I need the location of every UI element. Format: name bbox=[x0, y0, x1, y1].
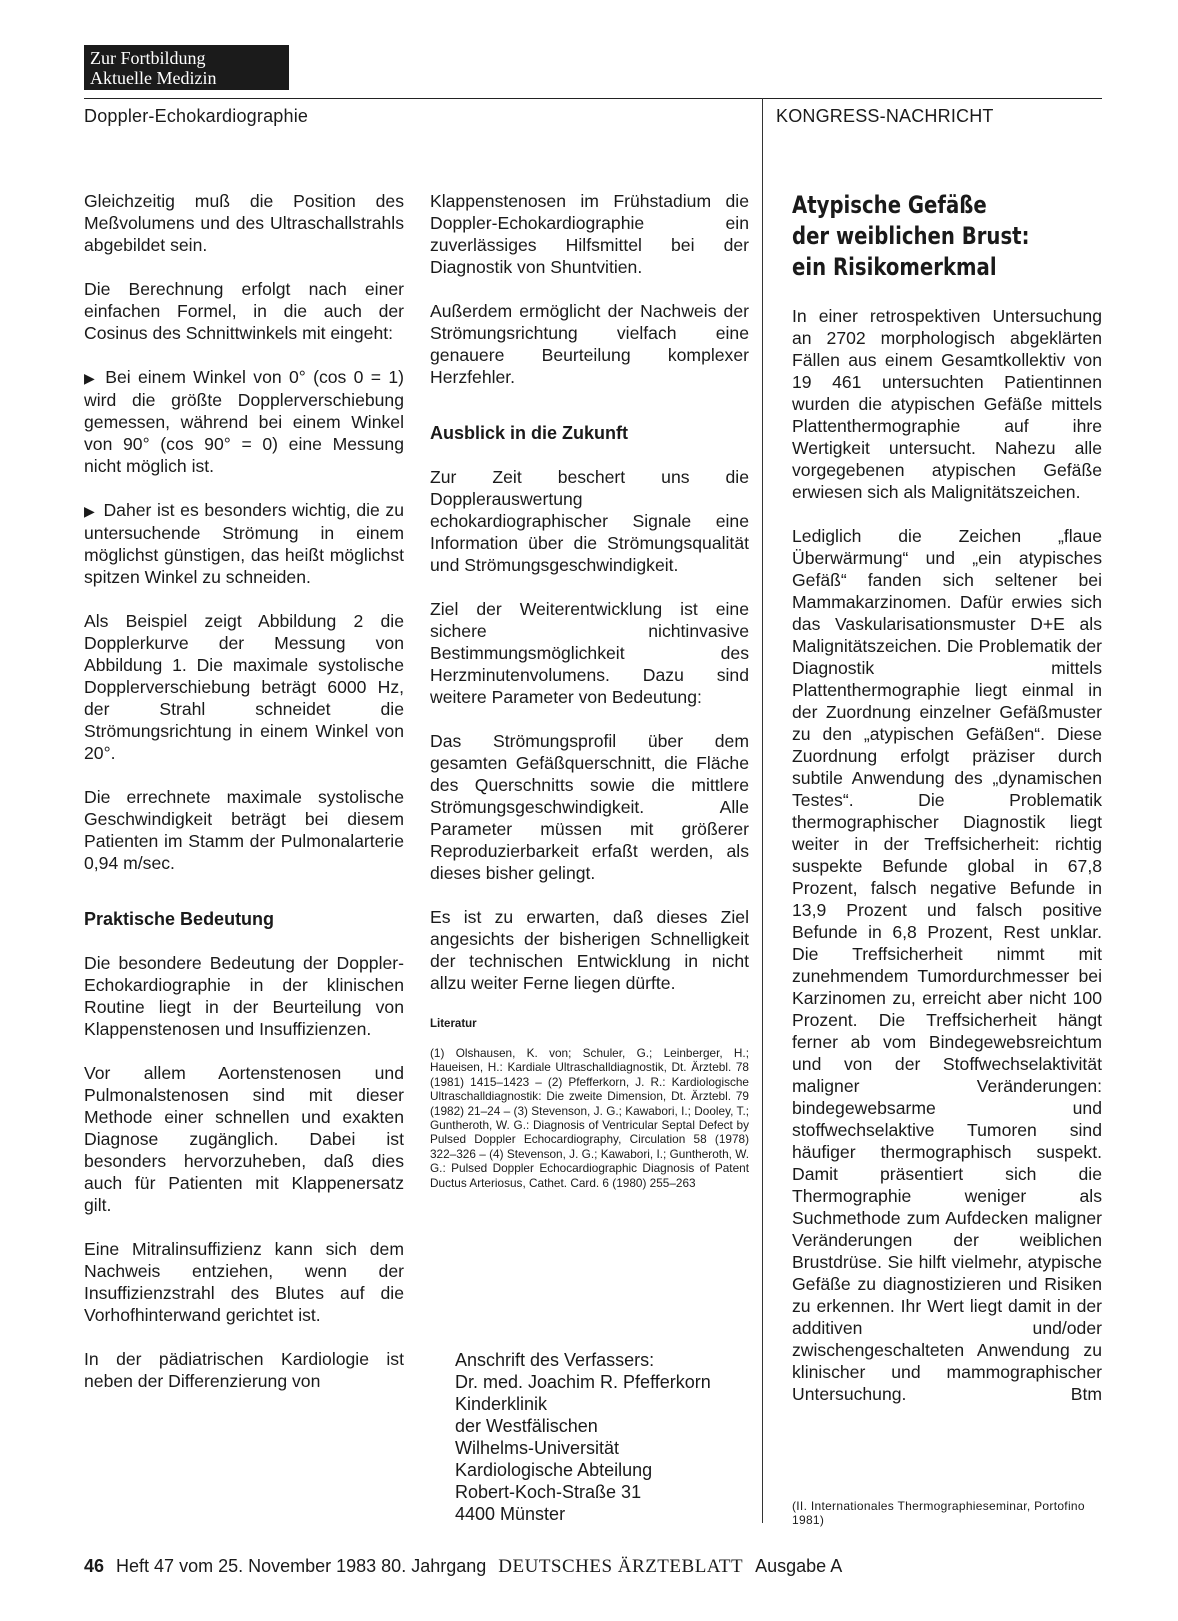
section-label-left: Doppler-Echokardiographie bbox=[84, 106, 309, 126]
paragraph: Eine Mitralinsuffizienz kann sich dem Nachweis entziehen, wenn der Insuffizienzstrahl des Blutes auf die Vorhofhinterwand gerichtet ist. bbox=[84, 1239, 404, 1325]
rubric-badge bbox=[84, 45, 289, 90]
paragraph: Als Beispiel zeigt Abbildung 2 die Dopplerkurve der Messung von Abbildung 1. Die maximale systolische Dopplerverschiebung beträgt 6000 Hz, der Strahl schneidet die Strömungsrichtung in einem Winkel von 20°. bbox=[84, 611, 404, 763]
headline-line: ein Risikomerkmal bbox=[792, 253, 997, 281]
address-label: Anschrift des Verfassers: bbox=[455, 1350, 655, 1370]
bullet-paragraph bbox=[84, 366, 404, 477]
address-line: der Westfälischen bbox=[455, 1416, 598, 1436]
paragraph: Ziel der Weiterentwicklung ist eine sichere nichtinvasive Bestimmungsmöglichkeit des Herzminutenvolumens. Dazu sind weitere Parameter von Bedeutung: bbox=[430, 599, 749, 707]
paragraph: Klappenstenosen im Frühstadium die Doppler-Echokardiographie ein zuverlässiges Hilfsmittel bei der Diagnostik von Shuntvitien. bbox=[430, 191, 749, 277]
page-number: 46 bbox=[84, 1556, 105, 1576]
article-column-1 bbox=[84, 190, 404, 1414]
bullet-text: Daher ist es besonders wichtig, die zu untersuchende Strömung in einem möglichst günstigen, das heißt möglichst spitzen Winkel zu schneiden. bbox=[84, 500, 404, 587]
edition: Ausgabe A bbox=[755, 1556, 843, 1576]
paragraph: Die Berechnung erfolgt nach einer einfachen Formel, in die auch der Cosinus des Schnittwinkels mit eingeht: bbox=[84, 279, 404, 343]
address-line: Wilhelms-Universität bbox=[455, 1438, 620, 1458]
section-label-right: KONGRESS-NACHRICHT bbox=[776, 106, 994, 126]
column-divider bbox=[762, 98, 763, 1523]
paragraph: Die besondere Bedeutung der Doppler-Echokardiographie in der klinischen Routine liegt in der Beurteilung von Klappenstenosen und Insuffizienzen. bbox=[84, 953, 404, 1039]
paragraph: In einer retrospektiven Untersuchung an 2702 morphologisch abgeklärten Fällen aus einem Gesamtkollektiv von 19 461 untersuchten Patientinnen wurden die atypischen Gefäße mittels Plattenthermographie auf ihre Wertigkeit untersucht. Nahezu alle vorgegebenen atypischen Gefäße erwiesen sich als Malignitätszeichen. bbox=[792, 306, 1102, 502]
bullet-paragraph bbox=[84, 499, 404, 588]
article-column-2 bbox=[430, 190, 749, 1190]
headline-line: Atypische Gefäße bbox=[792, 191, 987, 219]
headline-line: der weiblichen Brust: bbox=[792, 222, 1030, 250]
news-headline bbox=[792, 190, 1046, 283]
subheading: Ausblick in die Zukunft bbox=[430, 423, 629, 443]
paragraph: Das Strömungsprofil über dem gesamten Gefäßquerschnitt, die Fläche des Querschnitts sowie die mittlere Strömungsgeschwindigkeit. Alle Parameter müssen mit größerer Reproduzierbarkeit erfaßt werden, als dieses bisher gelingt. bbox=[430, 731, 749, 883]
paragraph: In der pädiatrischen Kardiologie ist neben der Differenzierung von bbox=[84, 1349, 404, 1391]
author-signature: Btm bbox=[1070, 1384, 1102, 1404]
paragraph: Die errechnete maximale systolische Geschwindigkeit beträgt bei diesem Patienten im Stamm der Pulmonalarterie 0,94 m/sec. bbox=[84, 787, 404, 873]
paragraph: Gleichzeitig muß die Position des Meßvolumens und des Ultraschallstrahls abgebildet sein. bbox=[84, 191, 404, 255]
bullet-text: Bei einem Winkel von 0° (cos 0 = 1) wird die größte Dopplerverschiebung gemessen, während bei einem Winkel von 90° (cos 90° = 0) eine Messung nicht möglich ist. bbox=[84, 367, 404, 476]
paragraph-text: Lediglich die Zeichen „flaue Überwärmung“ und „ein atypisches Gefäß“ fanden sich seltener bei Mammakarzinomen. Dafür erwies sich das Vaskularisationsmuster D+E als Malignitätszeichen. Die Problematik der Diagnostik mittels Plattenthermographie liegt einmal in der Zuordnung einzelner Gefäßmuster zu den „atypischen Gefäßen“. Diese Zuordnung erfolgt präziser durch subtile Anwendung des „dynamischen Testes“. Die Problematik thermographischer Diagnostik liegt weiter in der Treffsicherheit: richtig suspekte Befunde global in 67,8 Prozent, falsch negative Befunde in 13,9 Prozent und falsch positive Befunde in 6,8 Prozent, Rest unklar. Die Treffsicherheit nimmt mit zunehmendem Tumordurchmesser bei Karzinomen zu, erreicht aber nicht 100 Prozent. Die Treffsicherheit hängt ferner ab vom Bindegewebsreichtum und von der Stoffwechselaktivität maligner Veränderungen: bindegewebsarme und stoffwechselaktive Tumoren sind häufiger thermographisch suspekt. Damit präsentiert sich die Thermographie weniger als Suchmethode zum Aufdecken maligner Veränderungen der weiblichen Brustdrüse. Sie hilft vielmehr, atypische Gefäße zu diagnostizieren und Risiken zu erkennen. Ihr Wert liegt damit in der additiven und/oder zwischengeschalteten Anwendung zu klinischer und mammographischer Untersuchung. bbox=[792, 526, 1102, 1404]
header-rule bbox=[84, 98, 1102, 99]
author-address bbox=[455, 1349, 711, 1525]
rubric-line-2: Aktuelle Medizin bbox=[90, 68, 217, 88]
author-name: Dr. med. Joachim R. Pfefferkorn bbox=[455, 1372, 711, 1392]
address-line: 4400 Münster bbox=[455, 1504, 566, 1524]
address-line: Kardiologische Abteilung bbox=[455, 1460, 653, 1480]
references-text: (1) Olshausen, K. von; Schuler, G.; Leinberger, H.; Haueisen, H.: Kardiale Ultraschalldiagnostik, Dt. Ärztebl. 78 (1981) 1415–1423 – (2) Pfefferkorn, J. R.: Kardiologische Ultraschalldiagnostik: Die zweite Dimension, Dt. Ärztebl. 79 (1982) 21–24 – (3) Stevenson, J. G.; Kawabori, I.; Dooley, T.; Guntheroth, W. G.: Diagnosis of Ventricular Septal Defect by Pulsed Doppler Echocardiography, Circulation 58 (1978) 322–326 – (4) Stevenson, J. G.; Kawabori, I.; Guntheroth, W. G.: Pulsed Doppler Echocardiographic Diagnosis of Patent Ductus Arteriosus, Cathet. Card. 6 (1980) 255–263 bbox=[430, 1046, 749, 1190]
news-column bbox=[792, 305, 1102, 1405]
paragraph: Zur Zeit beschert uns die Dopplerauswertung echokardiographischer Signale eine Information über die Strömungsqualität und Strömungsgeschwindigkeit. bbox=[430, 467, 749, 575]
journal-name: DEUTSCHES ÄRZTEBLATT bbox=[498, 1556, 744, 1577]
issue-info: Heft 47 vom 25. November 1983 80. Jahrgang bbox=[116, 1556, 487, 1576]
address-line: Robert-Koch-Straße 31 bbox=[455, 1482, 642, 1502]
page-footer bbox=[84, 1556, 842, 1578]
references-heading: Literatur bbox=[430, 1018, 477, 1030]
paragraph: Es ist zu erwarten, daß dieses Ziel angesichts der bisherigen Schnelligkeit der technischen Entwicklung in nicht allzu weiter Ferne liegen dürfte. bbox=[430, 907, 749, 993]
source-note: (II. Internationales Thermographieseminar, Portofino 1981) bbox=[792, 1499, 1085, 1527]
rubric-line-1: Zur Fortbildung bbox=[90, 48, 206, 68]
paragraph: Vor allem Aortenstenosen und Pulmonalstenosen sind mit dieser Methode einer schnellen und exakten Diagnose zugänglich. Dabei ist besonders hervorzuheben, daß dies auch für Patienten mit Klappenersatz gilt. bbox=[84, 1063, 404, 1215]
subheading: Praktische Bedeutung bbox=[84, 909, 275, 929]
paragraph bbox=[792, 525, 1102, 1405]
address-line: Kinderklinik bbox=[455, 1394, 548, 1414]
paragraph: Außerdem ermöglicht der Nachweis der Strömungsrichtung vielfach eine genauere Beurteilung komplexer Herzfehler. bbox=[430, 301, 749, 387]
